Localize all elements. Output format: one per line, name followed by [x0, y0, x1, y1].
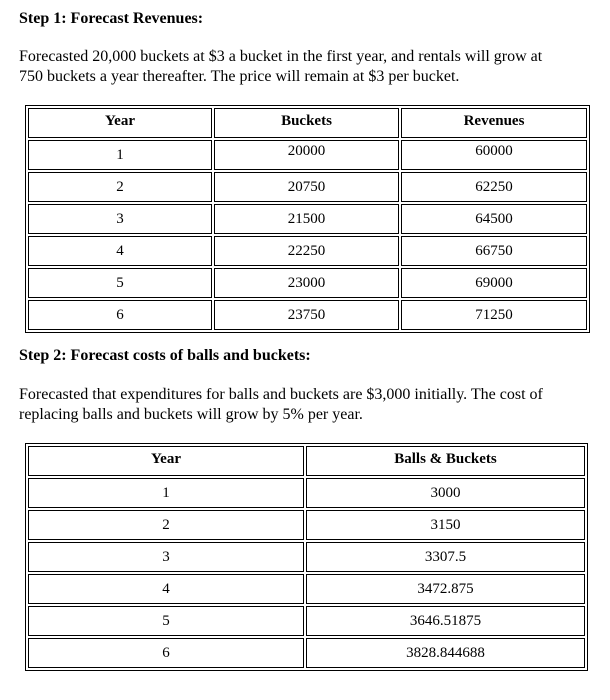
- cell-revenues: 60000: [401, 140, 587, 170]
- table-row: [28, 638, 585, 668]
- cell-revenues: 64500: [401, 204, 587, 234]
- table-row: [28, 140, 587, 170]
- table-header-row: [28, 446, 585, 476]
- cell-revenues: 69000: [401, 268, 587, 298]
- cell-cost: 3828.844688: [306, 638, 585, 668]
- table-row: [28, 204, 587, 234]
- cell-buckets: 23000: [214, 268, 399, 298]
- cell-buckets: 23750: [214, 300, 399, 330]
- cell-year: 1: [28, 140, 212, 170]
- table-row: [28, 542, 585, 572]
- column-header-year: Year: [28, 446, 304, 476]
- step2-paragraph-line: replacing balls and buckets will grow by 5% per year.: [19, 406, 363, 423]
- cell-cost: 3000: [306, 478, 585, 508]
- cell-year: 6: [28, 638, 304, 668]
- cell-revenues: 66750: [401, 236, 587, 266]
- table-row: [28, 236, 587, 266]
- table-row: [28, 510, 585, 540]
- step2-paragraph-line: Forecasted that expenditures for balls and buckets are $3,000 initially. The cost of: [19, 386, 543, 403]
- table-row: [28, 300, 587, 330]
- balls-buckets-table: [25, 443, 588, 671]
- cell-buckets: 20750: [214, 172, 399, 202]
- cell-revenues: 71250: [401, 300, 587, 330]
- table-row: [28, 478, 585, 508]
- step1-paragraph: [19, 47, 591, 87]
- cell-buckets: 20000: [214, 140, 399, 170]
- revenue-table: [25, 105, 590, 333]
- table-header-row: [28, 108, 587, 138]
- cell-revenues: 62250: [401, 172, 587, 202]
- cell-buckets: 21500: [214, 204, 399, 234]
- cell-year: 4: [28, 236, 212, 266]
- cell-buckets: 22250: [214, 236, 399, 266]
- cell-cost: 3150: [306, 510, 585, 540]
- table-row: [28, 268, 587, 298]
- cell-year: 6: [28, 300, 212, 330]
- step1-paragraph-line: 750 buckets a year thereafter. The price will remain at $3 per bucket.: [19, 68, 460, 85]
- step2-paragraph: [19, 385, 591, 425]
- cell-year: 5: [28, 268, 212, 298]
- table-row: [28, 172, 587, 202]
- step1-paragraph-line: Forecasted 20,000 buckets at $3 a bucket in the first year, and rentals will grow at: [19, 48, 543, 65]
- cell-cost: 3307.5: [306, 542, 585, 572]
- column-header-buckets: Buckets: [214, 108, 399, 138]
- step1-heading: Step 1: Forecast Revenues:: [19, 10, 204, 27]
- cell-cost: 3472.875: [306, 574, 585, 604]
- step2-heading: Step 2: Forecast costs of balls and buckets:: [19, 347, 311, 364]
- table-row: [28, 606, 585, 636]
- column-header-balls-buckets: Balls & Buckets: [306, 446, 585, 476]
- cell-year: 5: [28, 606, 304, 636]
- cell-cost: 3646.51875: [306, 606, 585, 636]
- cell-year: 2: [28, 510, 304, 540]
- cell-year: 4: [28, 574, 304, 604]
- column-header-year: Year: [28, 108, 212, 138]
- cell-year: 1: [28, 478, 304, 508]
- table-row: [28, 574, 585, 604]
- cell-year: 3: [28, 542, 304, 572]
- cell-year: 2: [28, 172, 212, 202]
- cell-year: 3: [28, 204, 212, 234]
- column-header-revenues: Revenues: [401, 108, 587, 138]
